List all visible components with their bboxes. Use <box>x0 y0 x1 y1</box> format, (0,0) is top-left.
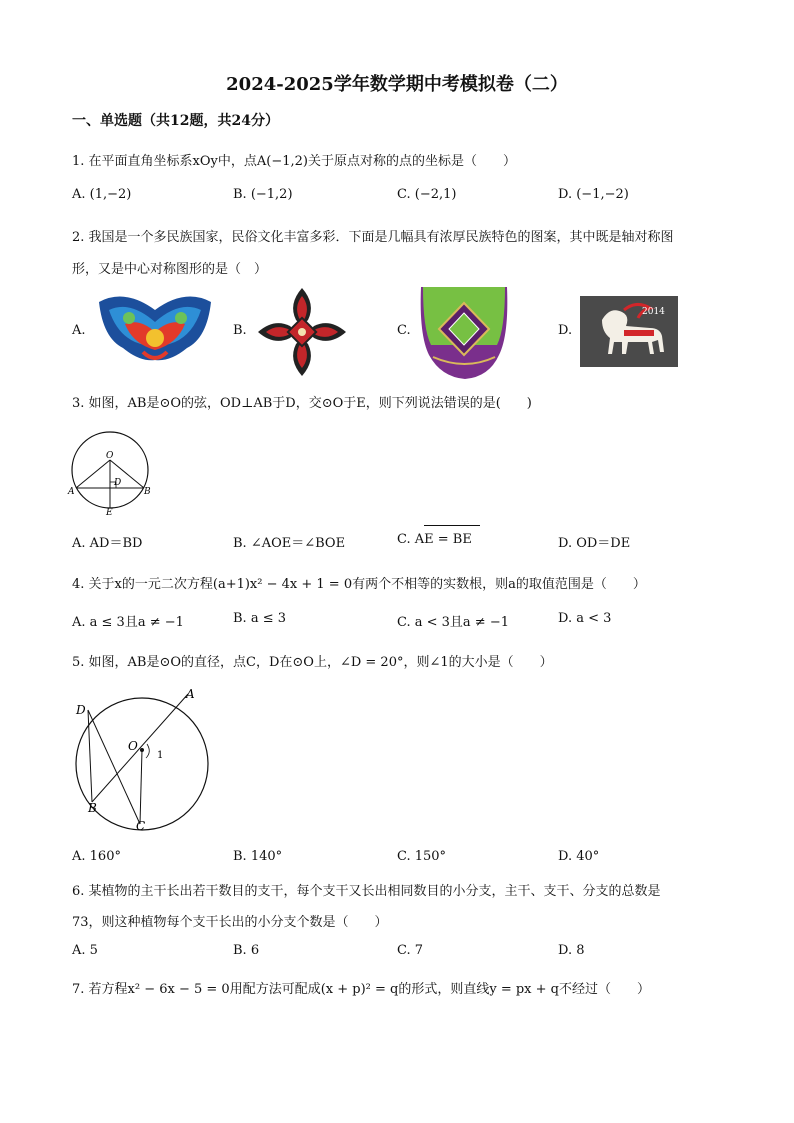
pattern-c-image <box>419 285 509 381</box>
q5-option-d: D. 40° <box>558 849 600 864</box>
q5-label-o: O <box>128 739 138 753</box>
q5-option-c: C. 150° <box>397 849 447 864</box>
pattern-b-image <box>256 286 348 378</box>
question-1-stem: 1. 在平面直角坐标系xOy中，点A(−1,2)关于原点对称的点的坐标是（ ） <box>72 154 516 169</box>
q4-option-c: C. a < 3且a ≠ −1 <box>397 615 509 630</box>
q6-option-c: C. 7 <box>397 943 424 958</box>
question-4-stem: 4. 关于x的一元二次方程(a+1)x² − 4x + 1 = 0有两个不相等的实数根，则a的取值范围是（ ） <box>72 577 646 592</box>
q3-circle-figure <box>64 428 158 516</box>
q6-option-d: D. 8 <box>558 943 585 958</box>
q5-option-a: A. 160° <box>72 849 121 864</box>
q1-option-c: C. (−2,1) <box>397 187 457 202</box>
q1-option-a: A. (1,−2) <box>72 187 132 202</box>
question-2-line2: 形，又是中心对称图形的是（ ） <box>72 262 268 277</box>
question-7-stem: 7. 若方程x² − 6x − 5 = 0用配方法可配成(x + p)² = q的形式，则直线y = px + q不经过（ ） <box>72 982 650 997</box>
q3-label-o: O <box>106 451 114 461</box>
question-6-line2: 73，则这种植物每个支干长出的小分支个数是（ ） <box>72 915 388 930</box>
q2-label-b: B. <box>233 323 247 338</box>
pattern-a-image <box>95 288 215 364</box>
question-2-line1: 2. 我国是一个多民族国家，民俗文化丰富多彩．下面是几幅具有浓厚民族特色的图案，其中既是轴对称图 <box>72 230 674 245</box>
q5-circle-figure <box>68 684 214 836</box>
q3-label-e: E <box>106 508 113 516</box>
q2-label-d: D. <box>558 323 573 338</box>
q1-option-b: B. (−1,2) <box>233 187 293 202</box>
q4-option-d: D. a < 3 <box>558 611 612 626</box>
q3-label-b: B <box>144 487 151 497</box>
q2-label-a: A. <box>72 323 86 338</box>
question-5-stem: 5. 如图，AB是⊙O的直径，点C，D在⊙O上，∠D = 20°，则∠1的大小是（ ） <box>72 655 553 670</box>
question-6-line1: 6. 某植物的主干长出若干数目的支干，每个支干又长出相同数目的小分支，主干、支干、分支的总数是 <box>72 884 661 899</box>
q5-label-c: C <box>136 819 146 833</box>
q3-option-d: D. OD＝DE <box>558 536 631 551</box>
q5-label-b: B <box>88 801 97 815</box>
q4-option-a: A. a ≤ 3且a ≠ −1 <box>72 615 184 630</box>
q6-option-a: A. 5 <box>72 943 98 958</box>
q3-label-a: A <box>68 487 75 497</box>
q4-option-b: B. a ≤ 3 <box>233 611 286 626</box>
q6-option-b: B. 6 <box>233 943 260 958</box>
q5-label-d: D <box>76 703 86 717</box>
q2-label-c: C. <box>397 323 411 338</box>
q1-option-d: D. (−1,−2) <box>558 187 629 202</box>
q3-arc-mark <box>424 525 480 526</box>
page-title: 2024-2025学年数学期中考模拟卷（二） <box>226 74 568 95</box>
q5-label-a: A <box>186 687 195 701</box>
q5-label-1: 1 <box>157 750 164 761</box>
q3-option-b: B. ∠AOE＝∠BOE <box>233 536 346 551</box>
q3-option-a: A. AD＝BD <box>72 536 143 551</box>
pattern-d-stamp: 2014 <box>642 307 665 317</box>
section-heading: 一、单选题（共12题，共24分） <box>72 113 279 129</box>
q5-option-b: B. 140° <box>233 849 283 864</box>
q3-label-d: D <box>114 478 122 488</box>
pattern-d-image <box>580 296 678 367</box>
question-3-stem: 3. 如图，AB是⊙O的弦，OD⊥AB于D，交⊙O于E，则下列说法错误的是( ) <box>72 396 532 411</box>
q3-option-c: C. AE = BE <box>397 532 472 547</box>
